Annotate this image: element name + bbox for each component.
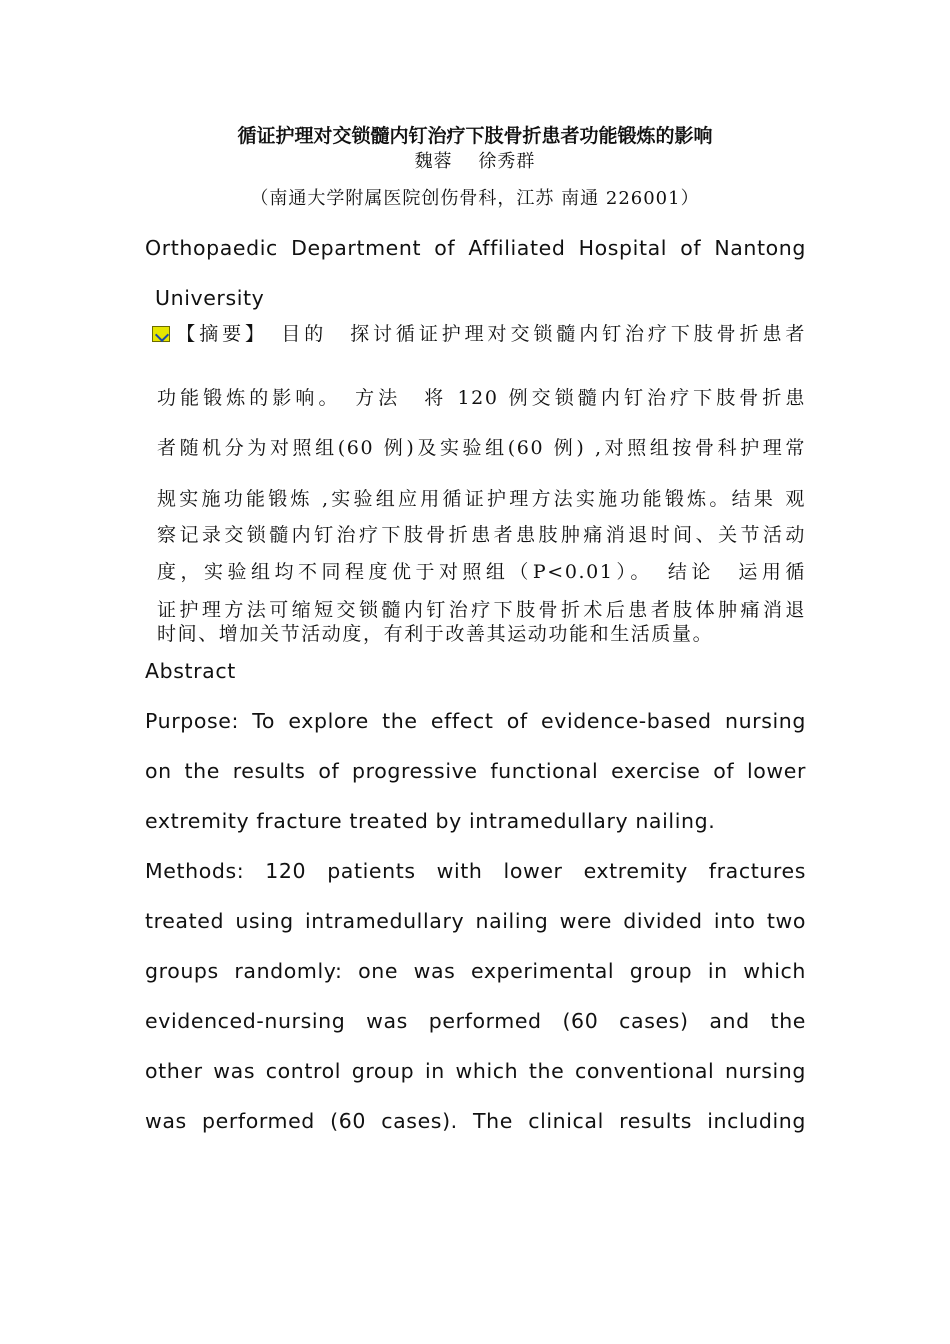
abstract-cn-line: 功能锻炼的影响。 方法 将 120 例交锁髓内钉治疗下肢骨折患 [157, 387, 806, 409]
abstract-cn-line: 度，实验组均不同程度优于对照组（P<0.01）。 结论 运用循 [157, 561, 806, 583]
abstract-cn-line: 者随机分为对照组(60 例)及实验组(60 例) ,对照组按骨科护理常 [157, 437, 806, 459]
abstract-en-line: Purpose: To explore the effect of evidence-based nursing [145, 709, 806, 733]
abstract-cn-text: 【摘要】 目的 探讨循证护理对交锁髓内钉治疗下肢骨折患者 [174, 323, 806, 345]
abstract-en-line: Methods: 120 patients with lower extremity fractures [145, 859, 806, 883]
abstract-en-line: on the results of progressive functional exercise of lower [145, 759, 806, 783]
english-affiliation-line: University [155, 286, 265, 310]
abstract-en-line: extremity fracture treated by intramedullary nailing. [145, 809, 716, 833]
abstract-cn-line: 察记录交锁髓内钉治疗下肢骨折患者患肢肿痛消退时间、关节活动 [157, 524, 806, 546]
abstract-cn-line: 时间、增加关节活动度，有利于改善其运动功能和生活质量。 [157, 623, 714, 645]
abstract-cn-line: 规实施功能锻炼 ,实验组应用循证护理方法实施功能锻炼。结果 观 [157, 488, 806, 510]
abstract-cn-line [152, 321, 806, 347]
document-link-icon[interactable] [152, 326, 170, 342]
abstract-en-line: treated using intramedullary nailing were divided into two [145, 909, 806, 933]
english-affiliation-line: Orthopaedic Department of Affiliated Hospital of Nantong [145, 236, 806, 260]
abstract-cn-line: 证护理方法可缩短交锁髓内钉治疗下肢骨折术后患者肢体肿痛消退 [157, 599, 806, 621]
abstract-en-line: was performed (60 cases). The clinical results including [145, 1109, 806, 1133]
abstract-heading: Abstract [145, 659, 236, 683]
abstract-en-line: evidenced-nursing was performed (60 cases) and the [145, 1009, 806, 1033]
abstract-en-line: other was control group in which the conventional nursing [145, 1059, 806, 1083]
paper-title: 循证护理对交锁髓内钉治疗下肢骨折患者功能锻炼的影响 [237, 125, 713, 147]
author-names: 魏蓉 徐秀群 [414, 151, 536, 172]
chinese-affiliation: （南通大学附属医院创伤骨科，江苏 南通 226001） [250, 188, 700, 209]
abstract-en-line: groups randomly: one was experimental group in which [145, 959, 806, 983]
